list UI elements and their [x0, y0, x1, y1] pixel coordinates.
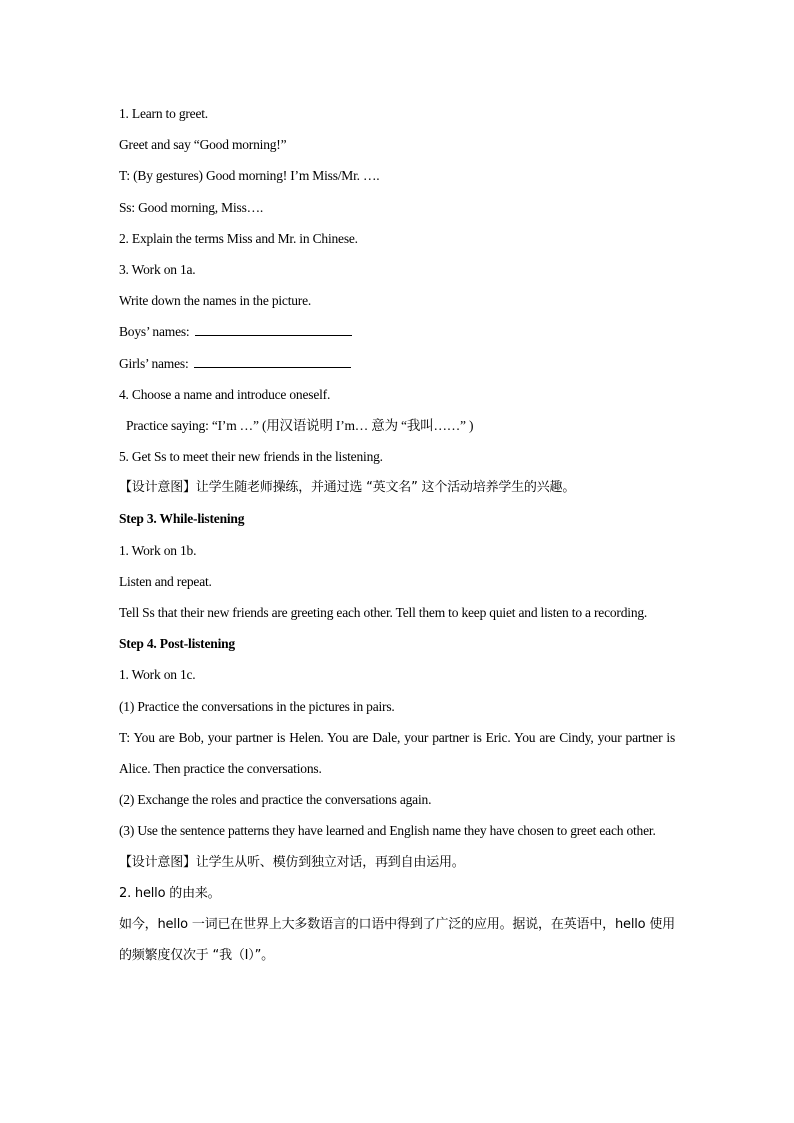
lesson-plan-content	[119, 98, 675, 971]
step-item-meet-friends: 5. Get Ss to meet their new friends in the listening.	[119, 449, 383, 465]
girls-names-blank	[194, 355, 351, 368]
dialogue-students: Ss: Good morning, Miss….	[119, 199, 264, 215]
step-item-learn-to-greet: 1. Learn to greet.	[119, 106, 208, 121]
boys-names-blank	[195, 323, 352, 336]
step-item-work-1b: 1. Work on 1b.	[119, 542, 197, 558]
heading-while-listening: Step 3. While-listening	[119, 511, 245, 527]
girls-names-row	[119, 348, 675, 379]
step-item-explain-terms: 2. Explain the terms Miss and Mr. in Chinese.	[119, 230, 358, 246]
step-item-choose-name: 4. Choose a name and introduce oneself.	[119, 386, 331, 402]
girls-names-label: Girls’ names:	[119, 355, 189, 371]
dialogue-teacher: T: (By gestures) Good morning! I’m Miss/Mr. ….	[119, 168, 380, 184]
design-intent-2: 【设计意图】让学生从听、模仿到独立对话，再到自由运用。	[119, 854, 465, 870]
dialogue-teacher-roles: T: You are Bob, your partner is Helen. You are Dale, your partner is Eric. You are Cindy, your partner is Alice. Then practice the conversations.	[119, 729, 675, 776]
step-item-work-1c: 1. Work on 1c.	[119, 667, 196, 683]
instruction-greet: Greet and say “Good morning!”	[119, 137, 287, 153]
instruction-write-names: Write down the names in the picture.	[119, 293, 312, 309]
sub-item-practice-pairs: (1) Practice the conversations in the pictures in pairs.	[119, 698, 395, 714]
heading-post-listening: Step 4. Post-listening	[119, 636, 235, 652]
sub-item-sentence-patterns: (3) Use the sentence patterns they have learned and English name they have chosen to greet each other.	[119, 823, 656, 839]
step-item-work-1a: 3. Work on 1a.	[119, 261, 196, 277]
hello-origin-paragraph: 如今，hello 一词已在世界上大多数语言的口语中得到了广泛的应用。据说，在英语中，hello 使用的频繁度仅次于 “我（I）”。	[119, 916, 675, 964]
design-intent-1: 【设计意图】让学生随老师操练，并通过选 “英文名” 这个活动培养学生的兴趣。	[119, 480, 576, 496]
hello-origin-heading: 2. hello 的由来。	[119, 885, 221, 901]
boys-names-label: Boys’ names:	[119, 324, 190, 340]
instruction-listen-repeat: Listen and repeat.	[119, 573, 212, 589]
boys-names-row	[119, 316, 675, 347]
practice-saying: Practice saying: “I’m …” (用汉语说明 I’m… 意为 “我叫……” )	[126, 417, 474, 433]
instruction-tell-ss: Tell Ss that their new friends are greeting each other. Tell them to keep quiet and listen to a recording.	[119, 605, 648, 620]
sub-item-exchange-roles: (2) Exchange the roles and practice the conversations again.	[119, 792, 432, 808]
